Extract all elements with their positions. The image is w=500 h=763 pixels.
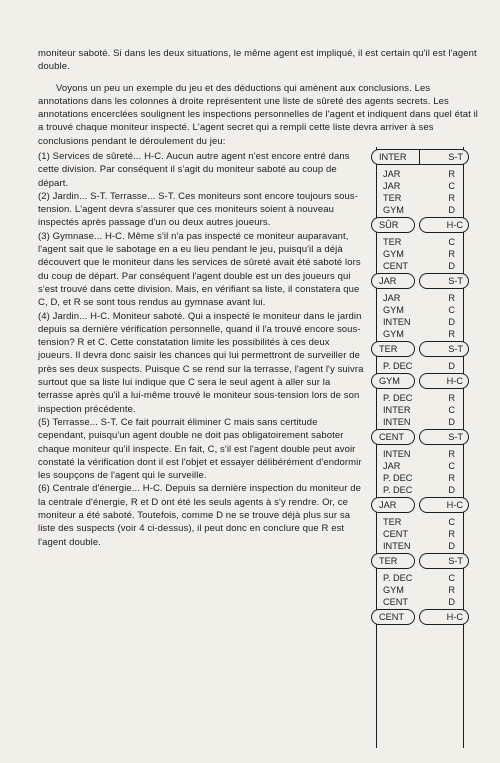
log-entry-area: CENT — [383, 597, 409, 607]
log-inspection-header — [371, 149, 469, 165]
log-entry — [371, 541, 469, 552]
section-5: (5) Terrasse... S-T. Ce fait pourrait éliminer C mais sans certitude cependant, puisqu'un agent double ne doit pas obligatoirement saboter chaque moniteur qu'il inspecte. En fait, C, s'il est l'agent double peut avoir constaté la vérification dont il est l'objet et essayer délibérément d'endormir les soupçons de l'agent qui le surveille. — [38, 416, 362, 482]
log-entry-area: JAR — [383, 169, 401, 179]
section-4: (4) Jardin... H-C. Moniteur saboté. Qui a inspecté le moniteur dans le jardin depuis sa dernière vérification personnelle, quand il l'a trouvé encore sous-tension? R et C. Cette constatation limite les possibilités à ces deux joueurs. Il devra donc saisir les chances qui lui permettront de surveiller de près ses deux suspects. Puisque C se rend sur la terrasse, l'agent l'y suivra surtout que sa liste lui indique que C sera le seul agent à aller sur la terrasse après qu'il a lui-même trouvé le moniteur sous-tension lors de son inspection précédente. — [38, 310, 364, 415]
log-inspected-state: H-C — [446, 500, 463, 510]
log-entry-agent: R — [448, 249, 455, 259]
log-inspection-header — [371, 217, 469, 233]
log-entry-agent: D — [448, 417, 455, 427]
log-entry-area: GYM — [383, 205, 404, 215]
log-entry-area: JAR — [383, 293, 401, 303]
log-entry — [371, 317, 469, 328]
log-inspected-area: GYM — [379, 376, 400, 386]
log-entry-area: P. DEC — [383, 473, 413, 483]
section-1: (1) Services de sûreté... H-C. Aucun autre agent n'est encore entré dans cette division. Par conséquent il s'agit du moniteur saboté au coup de départ. — [38, 151, 350, 189]
log-entry-agent: D — [448, 205, 455, 215]
log-inspection-header — [371, 429, 469, 445]
log-entry-agent: R — [448, 449, 455, 459]
log-entry-agent: D — [448, 597, 455, 607]
log-inspected-area: SÛR — [379, 220, 399, 230]
log-inspection-header — [371, 497, 469, 513]
log-entry-agent: D — [448, 317, 455, 327]
log-entry — [371, 261, 469, 272]
log-entry-agent: R — [448, 329, 455, 339]
log-inspected-state: S-T — [448, 152, 463, 162]
log-entry-area: INTEN — [383, 449, 411, 459]
log-entry — [371, 529, 469, 540]
log-entry-area: TER — [383, 193, 402, 203]
log-entry-area: GYM — [383, 329, 404, 339]
log-entry-area: P. DEC — [383, 485, 413, 495]
log-entry — [371, 305, 469, 316]
log-entry-agent: R — [448, 585, 455, 595]
log-entry-agent: C — [448, 305, 455, 315]
log-entry-area: GYM — [383, 585, 404, 595]
log-entry-agent: R — [448, 473, 455, 483]
log-entry — [371, 361, 469, 372]
log-inspected-area: CENT — [379, 432, 405, 442]
intro-paragraph-1: moniteur saboté. Si dans les deux situations, le même agent est impliqué, il est certain qu'il est l'agent double. — [38, 48, 477, 73]
section-6: (6) Centrale d'énergie... H-C. Depuis sa dernière inspection du moniteur de la centrale d'énergie, R et D ont été les seuls agents à s'y rendre. Or, ce moniteur a été saboté. Toutefois, comme D ne se trouve déjà plus sur sa liste des suspects (voir 4 ci-dessus), il peut donc en conclure que R est l'agent double. — [38, 483, 361, 548]
log-inspection-header — [371, 609, 469, 625]
log-entry — [371, 393, 469, 404]
log-entry — [371, 517, 469, 528]
log-inspected-state: S-T — [448, 344, 463, 354]
log-entry-agent: D — [448, 261, 455, 271]
log-inspected-state: H-C — [446, 612, 463, 622]
log-entry — [371, 205, 469, 216]
log-entry-area: JAR — [383, 461, 401, 471]
log-entry-agent: R — [448, 193, 455, 203]
log-entry-agent: R — [448, 393, 455, 403]
log-entry — [371, 249, 469, 260]
log-inspected-area: TER — [379, 556, 398, 566]
log-entry-agent: R — [448, 293, 455, 303]
log-entry-area: INTEN — [383, 417, 411, 427]
log-entry-area: JAR — [383, 181, 401, 191]
log-inspected-area: INTER — [379, 152, 407, 162]
log-entry — [371, 193, 469, 204]
log-entry-area: INTEN — [383, 317, 411, 327]
intro-text — [38, 47, 478, 148]
log-entry-area: INTEN — [383, 541, 411, 551]
log-inspection-header — [371, 373, 469, 389]
log-entry — [371, 473, 469, 484]
log-entry-agent: D — [448, 485, 455, 495]
log-entry-agent: D — [448, 541, 455, 551]
log-entry — [371, 417, 469, 428]
log-inspected-state: S-T — [448, 276, 463, 286]
log-entry — [371, 293, 469, 304]
log-inspected-state: S-T — [448, 432, 463, 442]
log-inspection-header — [371, 341, 469, 357]
log-entry — [371, 461, 469, 472]
log-inspection-header — [371, 273, 469, 289]
log-entry — [371, 405, 469, 416]
log-entry — [371, 485, 469, 496]
log-entry-agent: D — [448, 361, 455, 371]
log-entry — [371, 329, 469, 340]
log-entry-area: CENT — [383, 529, 409, 539]
log-inspected-area: TER — [379, 344, 398, 354]
log-entry-area: GYM — [383, 249, 404, 259]
log-inspected-state: S-T — [448, 556, 463, 566]
log-entry-area: TER — [383, 517, 402, 527]
header-separator — [419, 149, 420, 165]
log-inspected-state: H-C — [446, 220, 463, 230]
log-inspected-area: CENT — [379, 612, 405, 622]
deduction-sections — [38, 150, 366, 549]
log-inspected-state: H-C — [446, 376, 463, 386]
log-entry-area: GYM — [383, 305, 404, 315]
intro-paragraph-2: Voyons un peu un exemple du jeu et des déductions qui amènent aux conclusions. Les annotations dans les colonnes à droite représentent une liste de sûreté des agents secrets. Les annotations encerclées soulignent les inspections personnelles de l'agent et indiquent dans quel état il a trouvé chaque moniteur inspecté. L'agent secret qui a rempli cette liste devra arriver à ses conclusions pendant le déroulement du jeu: — [38, 82, 479, 147]
log-inspected-area: JAR — [379, 276, 397, 286]
log-inspection-header — [371, 553, 469, 569]
log-entry — [371, 585, 469, 596]
log-entry — [371, 237, 469, 248]
log-entry-agent: C — [448, 181, 455, 191]
security-log-column — [371, 147, 469, 748]
log-entry-agent: C — [448, 237, 455, 247]
log-entry — [371, 169, 469, 180]
log-entry — [371, 181, 469, 192]
log-entry-agent: C — [448, 461, 455, 471]
log-entry-agent: C — [448, 405, 455, 415]
log-entry-area: P. DEC — [383, 393, 413, 403]
log-entry-area: P. DEC — [383, 361, 413, 371]
log-entry-agent: C — [448, 517, 455, 527]
log-entry — [371, 449, 469, 460]
log-entry-agent: R — [448, 529, 455, 539]
section-3: (3) Gymnase... H-C. Même s'il n'a pas inspecté ce moniteur auparavant, l'agent sait que le sabotage en a eu lieu pendant le jeu, puisqu'il a déjà découvert que le moniteur dans les services de sûreté avait été saboté lors du coup de départ. Par conséquent l'agent double est un des joueurs qui s'est trouvé dans cette division. Mais, en vérifiant sa liste, il constatera que C, D, et R se sont tous rendus au gymnase avant lui. — [38, 230, 361, 309]
log-entry-agent: C — [448, 573, 455, 583]
log-entry-area: P. DEC — [383, 573, 413, 583]
log-inspected-area: JAR — [379, 500, 397, 510]
log-entry — [371, 573, 469, 584]
log-entry-area: CENT — [383, 261, 409, 271]
log-entry-area: TER — [383, 237, 402, 247]
log-entry-area: INTER — [383, 405, 411, 415]
section-2: (2) Jardin... S-T. Terrasse... S-T. Ces moniteurs sont encore toujours sous-tension. L'agent devra s'assurer que ces moniteurs soient à nouveau inspectés après passage d'un ou deux autres joueurs. — [38, 190, 358, 229]
log-entry-agent: R — [448, 169, 455, 179]
log-entry — [371, 597, 469, 608]
